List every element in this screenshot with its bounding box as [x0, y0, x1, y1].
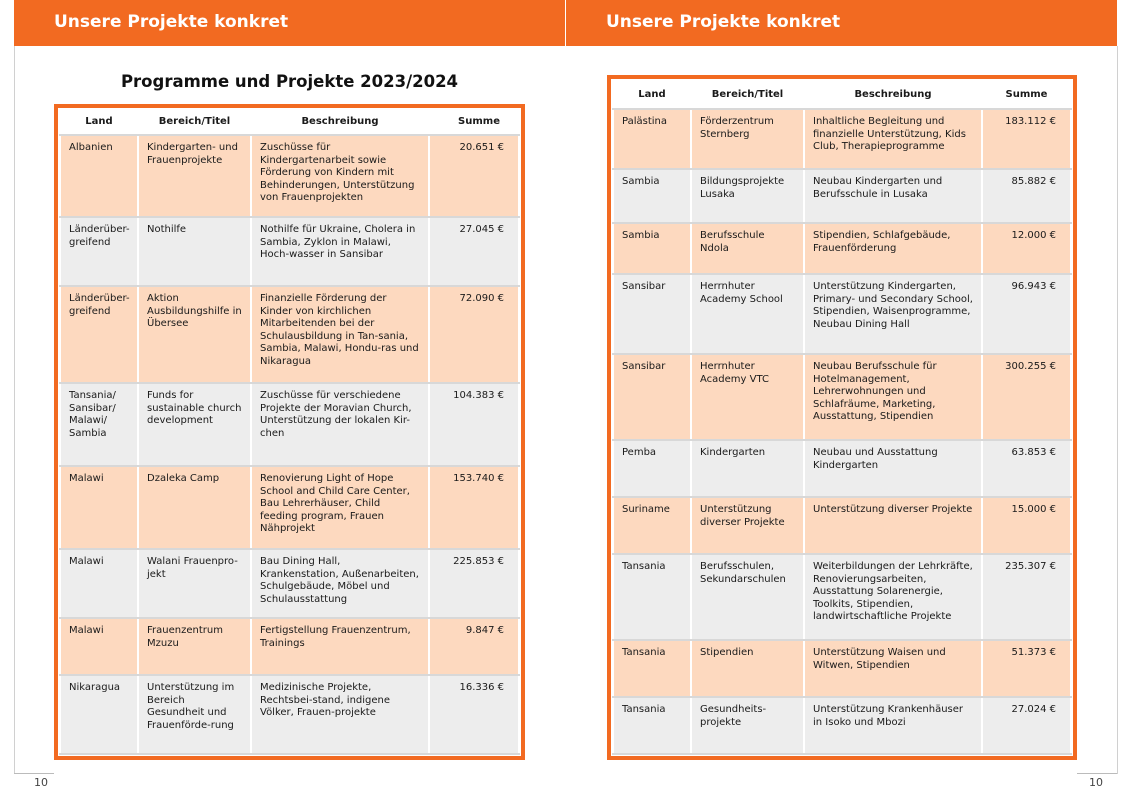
cell-beschreibung: Stipendien, Schlafgebäude, Frauenförderung	[804, 223, 982, 274]
page-number: 10	[34, 776, 48, 789]
cell-summe: 153.740 €	[429, 466, 519, 549]
cell-bereich: Berufsschule Ndola	[691, 223, 804, 274]
table-row	[60, 135, 519, 217]
cell-beschreibung: Zuschüsse für verschiedene Projekte der Moravian Church, Unterstützung der lokalen Kir-chen	[251, 383, 429, 466]
cell-land: Sansibar	[613, 354, 691, 440]
cell-bereich: Unterstützung diverser Projekte	[691, 497, 804, 554]
table-row	[613, 497, 1071, 554]
cell-summe: 15.000 €	[982, 497, 1071, 554]
cell-bereich: Stipendien	[691, 640, 804, 697]
cell-bereich: Kindergarten- und Frauenprojekte	[138, 135, 251, 217]
cell-land: Albanien	[60, 135, 138, 217]
cell-bereich: Kindergarten	[691, 440, 804, 497]
page-title: Programme und Projekte 2023/2024	[120, 72, 459, 91]
cell-bereich: Dzaleka Camp	[138, 466, 251, 549]
cell-land: Nikaragua	[60, 675, 138, 754]
cell-land: Palästina	[613, 109, 691, 169]
cell-summe: 51.373 €	[982, 640, 1071, 697]
table-row	[613, 169, 1071, 223]
cell-beschreibung: Unterstützung Waisen und Witwen, Stipendien	[804, 640, 982, 697]
cell-summe: 225.853 €	[429, 549, 519, 618]
cell-bereich: Bildungsprojekte Lusaka	[691, 169, 804, 223]
cell-bereich: Aktion Ausbildungshilfe in Übersee	[138, 286, 251, 383]
table-header-row	[60, 110, 519, 135]
cell-land: Sansibar	[613, 274, 691, 354]
table-row	[60, 549, 519, 618]
header-title: Unsere Projekte konkret	[606, 12, 841, 32]
table-row	[60, 217, 519, 286]
table-row	[60, 286, 519, 383]
cell-summe: 9.847 €	[429, 618, 519, 675]
table-row	[613, 274, 1071, 354]
cell-beschreibung: Bau Dining Hall, Krankenstation, Außenarbeiten, Schulgebäude, Möbel und Schulausstattung	[251, 549, 429, 618]
cell-bereich: Frauenzentrum Mzuzu	[138, 618, 251, 675]
cell-beschreibung: Inhaltliche Begleitung und finanzielle Unterstützung, Kids Club, Therapieprogramme	[804, 109, 982, 169]
table-row	[613, 223, 1071, 274]
cell-beschreibung: Fertigstellung Frauenzentrum, Trainings	[251, 618, 429, 675]
column-header-bereich: Bereich/Titel	[138, 110, 251, 135]
column-header-summe: Summe	[982, 81, 1071, 109]
cell-land: Länderüber-greifend	[60, 217, 138, 286]
table-row	[60, 383, 519, 466]
column-header-beschreibung: Beschreibung	[804, 81, 982, 109]
cell-summe: 85.882 €	[982, 169, 1071, 223]
cell-bereich: Herrnhuter Academy VTC	[691, 354, 804, 440]
cell-summe: 27.045 €	[429, 217, 519, 286]
cell-land: Malawi	[60, 549, 138, 618]
page-edge-line	[1117, 46, 1118, 774]
cell-summe: 72.090 €	[429, 286, 519, 383]
page-number: 10	[1089, 776, 1103, 789]
cell-land: Tansania	[613, 554, 691, 640]
page-edge-line	[14, 46, 15, 774]
table-row	[613, 440, 1071, 497]
cell-bereich: Förderzentrum Sternberg	[691, 109, 804, 169]
cell-beschreibung: Nothilfe für Ukraine, Cholera in Sambia, Zyklon in Malawi, Hoch-wasser in Sansibar	[251, 217, 429, 286]
left-page	[0, 0, 565, 800]
right-page	[566, 0, 1131, 800]
cell-beschreibung: Unterstützung diverser Projekte	[804, 497, 982, 554]
cell-beschreibung: Unterstützung Kindergarten, Primary- und Secondary School, Stipendien, Waisenprogramme, Neubau Dining Hall	[804, 274, 982, 354]
cell-beschreibung: Zuschüsse für Kindergartenarbeit sowie Förderung von Kindern mit Behinderungen, Unterstützung von Frauenprojekten	[251, 135, 429, 217]
cell-land: Malawi	[60, 618, 138, 675]
cell-land: Suriname	[613, 497, 691, 554]
cell-summe: 20.651 €	[429, 135, 519, 217]
header-bar	[566, 0, 1117, 46]
column-header-summe: Summe	[429, 110, 519, 135]
cell-land: Sambia	[613, 169, 691, 223]
cell-bereich: Funds for sustainable church development	[138, 383, 251, 466]
cell-bereich: Nothilfe	[138, 217, 251, 286]
cell-bereich: Gesundheits-projekte	[691, 697, 804, 754]
cell-beschreibung: Renovierung Light of Hope School and Child Care Center, Bau Lehrerhäuser, Child feeding program, Frauen Nähprojekt	[251, 466, 429, 549]
cell-beschreibung: Weiterbildungen der Lehrkräfte, Renovierungsarbeiten, Ausstattung Solarenergie, Toolkits, Stipendien, landwirtschaftliche Projekte	[804, 554, 982, 640]
cell-summe: 27.024 €	[982, 697, 1071, 754]
cell-summe: 300.255 €	[982, 354, 1071, 440]
table-row	[60, 618, 519, 675]
cell-summe: 63.853 €	[982, 440, 1071, 497]
cell-beschreibung: Finanzielle Förderung der Kinder von kirchlichen Mitarbeitenden bei der Schulausbildung in Tan-sania, Sambia, Malawi, Hondu-ras und Nikaragua	[251, 286, 429, 383]
cell-summe: 235.307 €	[982, 554, 1071, 640]
table-row	[60, 466, 519, 549]
table-row	[613, 109, 1071, 169]
cell-summe: 16.336 €	[429, 675, 519, 754]
cell-bereich: Herrnhuter Academy School	[691, 274, 804, 354]
cell-beschreibung: Neubau Berufsschule für Hotelmanagement, Lehrerwohnungen und Schlafräume, Marketing, Ausstattung, Stipendien	[804, 354, 982, 440]
cell-land: Tansania/ Sansibar/ Malawi/ Sambia	[60, 383, 138, 466]
column-header-bereich: Bereich/Titel	[691, 81, 804, 109]
column-header-land: Land	[60, 110, 138, 135]
cell-beschreibung: Unterstützung Krankenhäuser in Isoko und Mbozi	[804, 697, 982, 754]
cell-land: Pemba	[613, 440, 691, 497]
projects-table-right	[607, 75, 1077, 760]
cell-beschreibung: Medizinische Projekte, Rechtsbei-stand, indigene Völker, Frauen-projekte	[251, 675, 429, 754]
cell-bereich: Unterstützung im Bereich Gesundheit und Frauenförde-rung	[138, 675, 251, 754]
footer-line	[1077, 773, 1117, 774]
header-title: Unsere Projekte konkret	[54, 12, 289, 32]
cell-summe: 96.943 €	[982, 274, 1071, 354]
table-row	[613, 697, 1071, 754]
cell-bereich: Berufsschulen, Sekundarschulen	[691, 554, 804, 640]
cell-land: Tansania	[613, 640, 691, 697]
cell-summe: 104.383 €	[429, 383, 519, 466]
cell-land: Malawi	[60, 466, 138, 549]
column-header-beschreibung: Beschreibung	[251, 110, 429, 135]
cell-bereich: Walani Frauenpro-jekt	[138, 549, 251, 618]
column-header-land: Land	[613, 81, 691, 109]
cell-land: Tansania	[613, 697, 691, 754]
table-row	[613, 554, 1071, 640]
footer-line	[14, 773, 54, 774]
cell-beschreibung: Neubau und Ausstattung Kindergarten	[804, 440, 982, 497]
cell-land: Sambia	[613, 223, 691, 274]
cell-summe: 183.112 €	[982, 109, 1071, 169]
table-header-row	[613, 81, 1071, 109]
cell-land: Länderüber-greifend	[60, 286, 138, 383]
header-bar	[14, 0, 565, 46]
projects-table-left	[54, 104, 525, 760]
cell-beschreibung: Neubau Kindergarten und Berufsschule in Lusaka	[804, 169, 982, 223]
table-row	[613, 640, 1071, 697]
table-row	[613, 354, 1071, 440]
cell-summe: 12.000 €	[982, 223, 1071, 274]
table-row	[60, 675, 519, 754]
